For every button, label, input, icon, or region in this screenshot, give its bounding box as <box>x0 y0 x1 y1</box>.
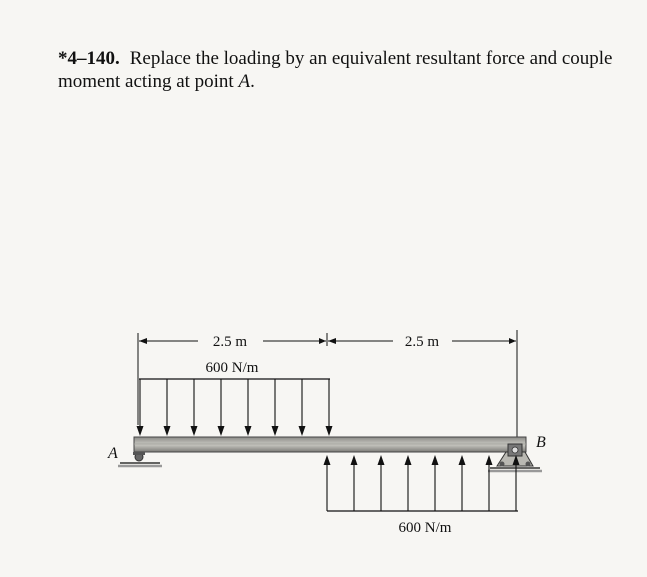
label-a: A <box>108 445 118 462</box>
problem-text-end: . <box>250 71 255 92</box>
dim-arrow-left <box>139 338 147 344</box>
beam <box>134 437 526 452</box>
dim-label-right: 2.5 m <box>404 334 440 350</box>
support-a <box>118 452 162 466</box>
dim-arrow-mid <box>328 338 336 344</box>
problem-text: Replace the loading by an equivalent resultant force and couple moment acting at point <box>58 48 613 92</box>
dim-label-left: 2.5 m <box>212 334 248 350</box>
load-label-bottom: 600 N/m <box>398 520 452 536</box>
label-b: B <box>536 434 546 451</box>
load-label-top: 600 N/m <box>205 360 259 376</box>
problem-point-label: A <box>238 71 251 92</box>
load-bottom-arrows <box>324 455 520 511</box>
problem-number: *4–140. <box>58 48 120 69</box>
load-top-arrows <box>137 379 333 436</box>
